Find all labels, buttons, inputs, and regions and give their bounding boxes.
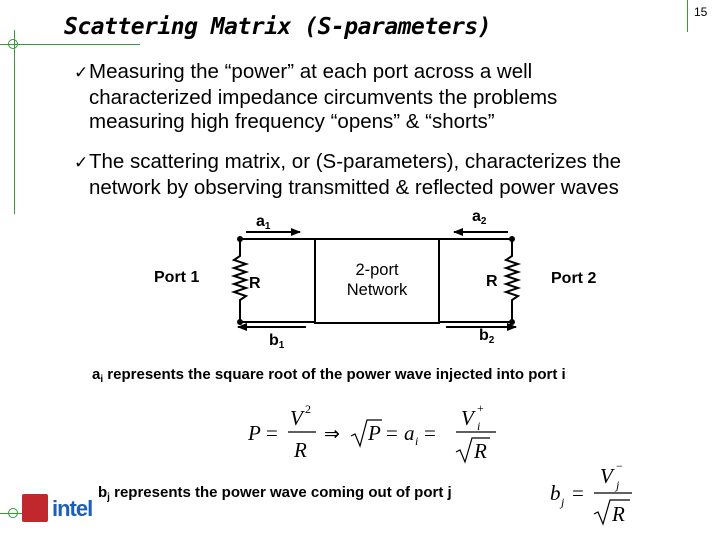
svg-text:⇒: ⇒ bbox=[324, 423, 340, 445]
svg-text:a: a bbox=[404, 421, 415, 445]
port-1-label: Port 1 bbox=[154, 269, 200, 286]
right-bottom-node bbox=[509, 319, 515, 325]
bullet-1-line-2: characterized impedance circumvents the problems bbox=[89, 85, 558, 109]
svg-text:V: V bbox=[461, 406, 474, 430]
resistor-left-label: R bbox=[249, 275, 261, 292]
bullet-1-line-3: measuring high frequency “opens” & “shorts” bbox=[89, 110, 495, 133]
resistor-right-label: R bbox=[486, 273, 498, 290]
right-resistor bbox=[506, 239, 518, 322]
svg-text:=: = bbox=[572, 481, 584, 505]
check-icon: ✓ bbox=[74, 153, 89, 173]
a-definition: $a_i$ represents the square root of the power wave injected into port i bbox=[92, 366, 566, 385]
svg-text:R: R bbox=[474, 439, 487, 463]
power-equation bbox=[244, 398, 504, 470]
svg-text:i: i bbox=[415, 434, 419, 448]
label-a2: $a_2$ bbox=[472, 208, 487, 227]
slide-title: Scattering Matrix (S-parameters) bbox=[64, 14, 492, 40]
svg-text:=: = bbox=[386, 421, 398, 445]
check-icon: ✓ bbox=[74, 63, 89, 83]
network-label: 2-port Network bbox=[346, 261, 408, 299]
svg-text:+: + bbox=[477, 401, 484, 415]
svg-text:P: P bbox=[248, 421, 261, 445]
svg-text:=: = bbox=[424, 421, 436, 445]
svg-text:2: 2 bbox=[305, 402, 311, 416]
svg-text:P: P bbox=[368, 421, 381, 445]
svg-text:=: = bbox=[266, 421, 278, 445]
left-resistor bbox=[234, 239, 246, 322]
label-a1: $a_1$ bbox=[256, 213, 271, 232]
label-b1: $b_1$ bbox=[269, 332, 285, 351]
svg-text:j: j bbox=[561, 495, 565, 509]
svg-text:i: i bbox=[477, 419, 481, 433]
page-number: 15 bbox=[694, 5, 708, 19]
svg-text:j: j bbox=[616, 478, 620, 492]
seal-icon bbox=[22, 494, 48, 522]
bullet-1-line-1: Measuring the “power” at each port across a well bbox=[89, 60, 533, 83]
svg-text:V: V bbox=[290, 406, 303, 430]
svg-text:V: V bbox=[600, 464, 613, 488]
port-2-label: Port 2 bbox=[551, 270, 597, 287]
left-top-node bbox=[237, 236, 243, 242]
bullet-2-line-1: The scattering matrix, or (S-parameters), characterizes the bbox=[89, 150, 622, 173]
svg-text:−: − bbox=[616, 459, 623, 473]
b-equation bbox=[548, 458, 638, 532]
svg-text:R: R bbox=[612, 502, 625, 526]
svg-text:R: R bbox=[294, 438, 307, 462]
right-top-node bbox=[509, 236, 515, 242]
bullet-2-line-2: network by observing transmitted & reflected power waves bbox=[89, 175, 619, 199]
label-b2: $b_2$ bbox=[479, 327, 495, 346]
b-definition: $b_j$ represents the power wave coming out of port j bbox=[98, 484, 452, 503]
svg-text:b: b bbox=[550, 481, 561, 505]
corner-dot-bottom bbox=[8, 508, 18, 518]
intel-logo: intel bbox=[52, 496, 93, 521]
left-bottom-node bbox=[237, 319, 243, 325]
